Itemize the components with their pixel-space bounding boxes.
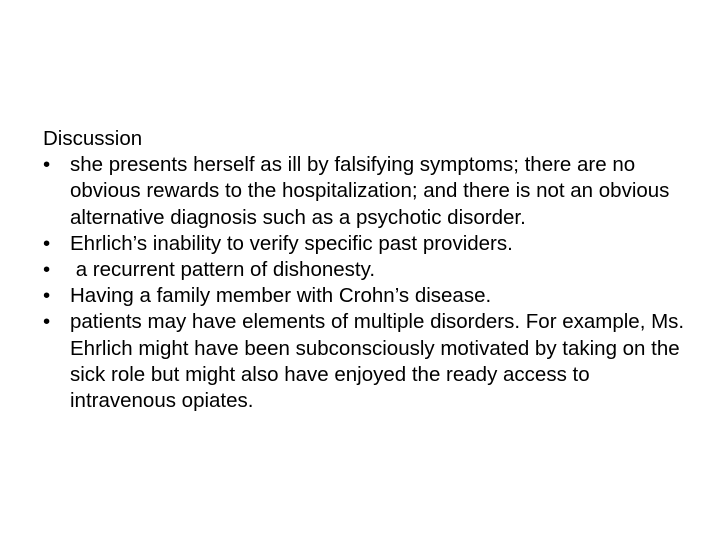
list-item [43,309,693,414]
list-item-text: patients may have elements of multiple disorders. For example, Ms. Ehrlich might have been subconsciously motivated by taking on the sick role but might also have enjoyed the ready access to intravenous opiates. [70,310,685,413]
list-item [43,152,693,231]
list-item-text: Having a family member with Crohn’s disease. [70,284,492,308]
list-item [43,231,693,257]
bullet-icon: • [43,310,51,334]
list-item-text: a recurrent pattern of dishonesty. [70,258,376,282]
bullet-list [43,152,693,414]
list-item-text: Ehrlich’s inability to verify specific past providers. [70,231,513,255]
bullet-icon: • [43,258,51,282]
bullet-icon: • [43,153,51,177]
list-item [43,257,693,283]
list-item-text: she presents herself as ill by falsifying symptoms; there are no obvious rewards to the hospitalization; and there is not an obvious alternative diagnosis such as a psychotic disorder. [70,153,670,229]
bullet-icon: • [43,284,51,308]
slide-heading: Discussion [43,127,143,150]
slide-body [43,126,693,414]
list-item [43,283,693,309]
bullet-icon: • [43,231,51,255]
